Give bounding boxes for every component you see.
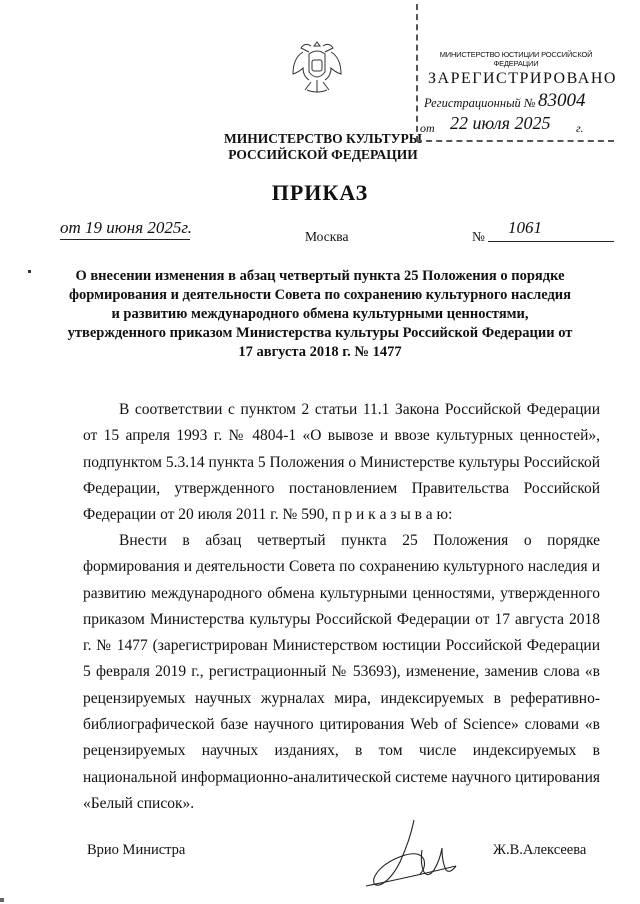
stamp-date: 22 июля 2025 [450, 113, 551, 133]
handwritten-signature-icon [356, 812, 466, 894]
order-number: 1061 [508, 218, 542, 237]
ministry-letterhead [218, 131, 428, 163]
order-city: Москва [305, 229, 349, 244]
body-paragraph-1: В соответствии с пунктом 2 статьи 11.1 Закона Российской Федерации от 15 апреля 1993 г. № 4804-1 «О вывозе и ввозе культурных ценностей», подпунктом 5.3.14 пункта 5 Положения о Министерстве культуры Российской Федерации, утвержденного постановлением Правительства Российской Федерации от 20 июля 2011 г. № 590, п р и к а з ы в а ю: [83, 401, 600, 524]
number-underline [488, 241, 614, 242]
stamp-date-prefix: от [420, 121, 435, 135]
signatory-role: Врио Министра [87, 842, 186, 858]
order-number-sign: № [472, 229, 485, 244]
ministry-name-line2: РОССИЙСКОЙ ФЕДЕРАЦИИ [228, 147, 418, 162]
order-date: от 19 июня 2025г. [60, 218, 193, 237]
stamp-registered-label: ЗАРЕГИСТРИРОВАНО [428, 70, 617, 87]
scan-artifact-mark [0, 898, 4, 902]
margin-mark [28, 270, 31, 273]
registration-stamp [416, 4, 617, 142]
date-underline [60, 239, 190, 240]
stamp-reg-number: 83004 [538, 90, 586, 111]
signatory-name: Ж.В.Алексеева [493, 842, 587, 858]
stamp-date-suffix: г. [576, 121, 584, 135]
coat-of-arms-icon [289, 36, 345, 98]
document-title: ПРИКАЗ [271, 180, 369, 205]
stamp-reg-number-label: Регистрационный № [424, 96, 536, 110]
order-heading: О внесении изменения в абзац четвертый пункта 25 Положения о порядке формирования и деятельности Совета по сохранению культурного наследия и развитию международного обмена культурными ценностями, утвержденного приказом Министерства культуры Российской Федерации от 17 августа 2018 г. № 1477 [67, 268, 573, 360]
stamp-header: МИНИСТЕРСТВО ЮСТИЦИИ РОССИЙСКОЙ ФЕДЕРАЦИИ [439, 50, 593, 68]
body-paragraph-2: Внести в абзац четвертый пункта 25 Положения о порядке формирования и деятельности Совета по сохранению культурного наследия и развитию международного обмена культурными ценностями, утвержденного приказом Министерства культуры Российской Федерации от 17 августа 2018 г. № 1477 (зарегистрирован Министерством юстиции Российской Федерации 5 февраля 2019 г., регистрационный № 53693), изменение, заменив слова «в рецензируемых научных журналах мира, индексируемых в реферативно-библиографической базе научного цитирования Web of Science» словами «в рецензируемых научных изданиях, в том числе индексируемых в национальной информационно-аналитической системе научного цитирования «Белый список». [83, 532, 600, 812]
ministry-name-line1: МИНИСТЕРСТВО КУЛЬТУРЫ [223, 131, 423, 146]
